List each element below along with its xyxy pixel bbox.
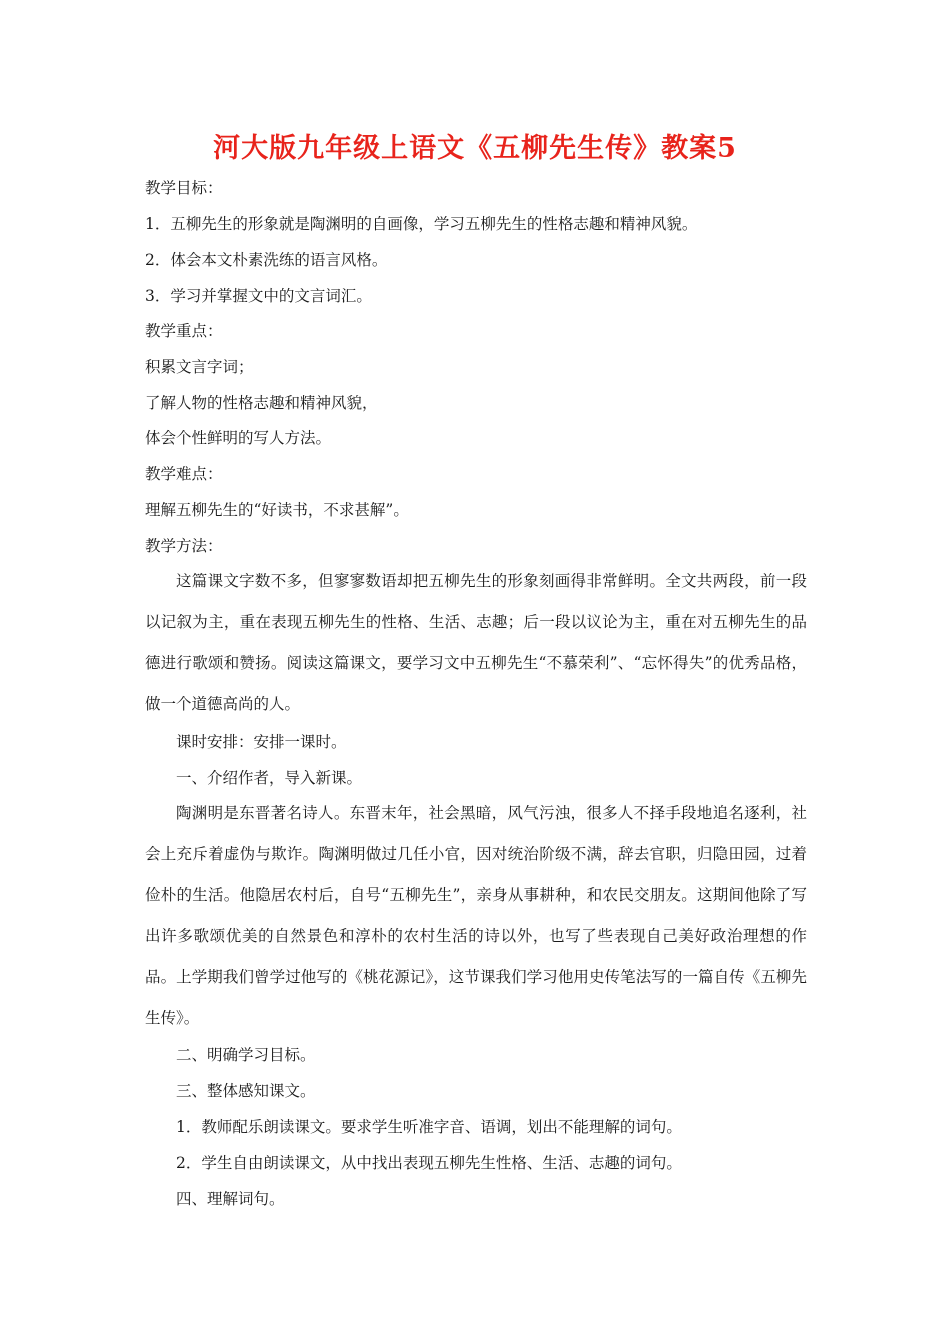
difficulty-item: 理解五柳先生的“好读书，不求甚解”。 (145, 501, 409, 519)
section-2-heading: 二、明确学习目标。 (176, 1046, 316, 1064)
section-3-heading: 三、整体感知课文。 (176, 1082, 316, 1100)
goal-item-3: 3．学习并掌握文中的文言词汇。 (145, 287, 372, 305)
method-paragraph: 这篇课文字数不多，但寥寥数语却把五柳先生的形象刻画得非常鲜明。全文共两段，前一段以记叙为主，重在表现五柳先生的性格、生活、志趣；后一段以议论为主，重在对五柳先生的品德进行歌颂和赞扬。阅读这篇课文，要学习文中五柳先生“不慕荣利”、“忘怀得失”的优秀品格，做一个道德高尚的人。 (145, 572, 807, 713)
section-3-item-2: 2．学生自由朗读课文，从中找出表现五柳先生性格、生活、志趣的词句。 (176, 1154, 682, 1172)
key-point-2: 了解人物的性格志趣和精神风貌， (145, 394, 378, 412)
schedule-line: 课时安排：安排一课时。 (176, 733, 347, 751)
key-point-1: 积累文言字词； (145, 358, 254, 376)
key-point-3: 体会个性鲜明的写人方法。 (145, 429, 332, 447)
goal-item-2: 2．体会本文朴素洗练的语言风格。 (145, 251, 388, 269)
section-1-heading: 一、介绍作者，导入新课。 (176, 769, 363, 787)
document-title: 河大版九年级上语文《五柳先生传》教案5 (213, 133, 737, 164)
goal-item-1: 1．五柳先生的形象就是陶渊明的自画像，学习五柳先生的性格志趣和精神风貌。 (145, 215, 698, 233)
key-points-heading: 教学重点： (145, 322, 223, 340)
method-heading: 教学方法： (145, 537, 223, 555)
goals-heading: 教学目标： (145, 179, 223, 197)
author-paragraph: 陶渊明是东晋著名诗人。东晋末年，社会黑暗，风气污浊，很多人不择手段地追名逐利，社会上充斥着虚伪与欺诈。陶渊明做过几任小官，因对统治阶级不满，辞去官职，归隐田园，过着俭朴的生活。他隐居农村后，自号“五柳先生”，亲身从事耕种，和农民交朋友。这期间他除了写出许多歌颂优美的自然景色和淳朴的农村生活的诗以外，也写了些表现自己美好政治理想的作品。上学期我们曾学过他写的《桃花源记》，这节课我们学习他用史传笔法写的一篇自传《五柳先生传》。 (145, 804, 807, 1027)
section-3-item-1: 1．教师配乐朗读课文。要求学生听准字音、语调，划出不能理解的词句。 (176, 1118, 682, 1136)
difficulty-heading: 教学难点： (145, 465, 223, 483)
section-4-heading: 四、理解词句。 (176, 1190, 285, 1208)
